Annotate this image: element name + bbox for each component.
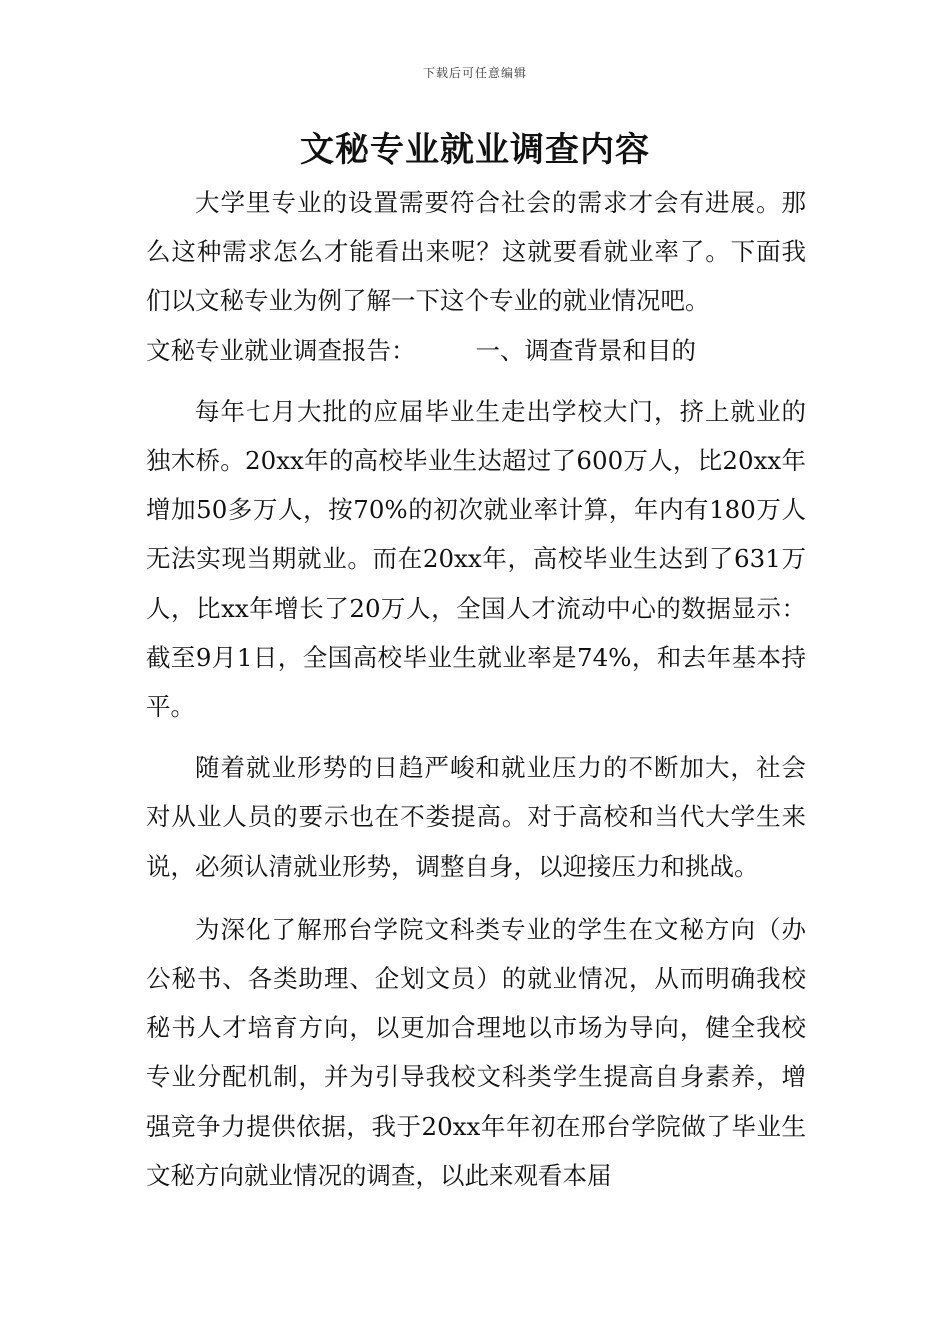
intro-paragraph: 大学里专业的设置需要符合社会的需求才会有进展。那么这种需求怎么才能看出来呢？这就要看就业率了。下面我们以文秘专业为例了解一下这个专业的就业情况吧。 — [146, 188, 806, 316]
report-label: 文秘专业就业调查报告： — [146, 335, 416, 365]
purpose-paragraph: 为深化了解邢台学院文科类专业的学生在文秘方向（办公秘书、各类助理、企划文员）的就业情况，从而明确我校秘书人才培育方向，以更加合理地以市场为导向，健全我校专业分配机制，并为引导我校文科类学生提高自身素养，增强竞争力提供依据，我于20xx年年初在邢台学院做了毕业生文秘方向就业情况的调查，以此来观看本届 — [146, 914, 806, 1190]
header-note: 下载后可任意编辑 — [422, 66, 527, 80]
pressure-paragraph: 随着就业形势的日趋严峻和就业压力的不断加大，社会对从业人员的要示也在不娄提高。对于高校和当代大学生来说，必须认清就业形势，调整自身，以迎接压力和挑战。 — [146, 753, 806, 881]
report-line — [146, 326, 806, 375]
background-paragraph: 每年七月大批的应届毕业生走出学校大门，挤上就业的独木桥。20xx年的高校毕业生达超过了600万人，比20xx年增加50多万人，按70%的初次就业率计算，年内有180万人无法实现当期就业。而在20xx年，高校毕业生达到了631万人，比xx年增长了20万人，全国人才流动中心的数据显示：截至9月1日，全国高校毕业生就业率是74%，和去年基本持平。 — [146, 396, 806, 722]
section-heading: 一、调查背景和目的 — [475, 335, 696, 365]
document-title: 文秘专业就业调查内容 — [300, 130, 650, 170]
document-body — [146, 178, 806, 1200]
